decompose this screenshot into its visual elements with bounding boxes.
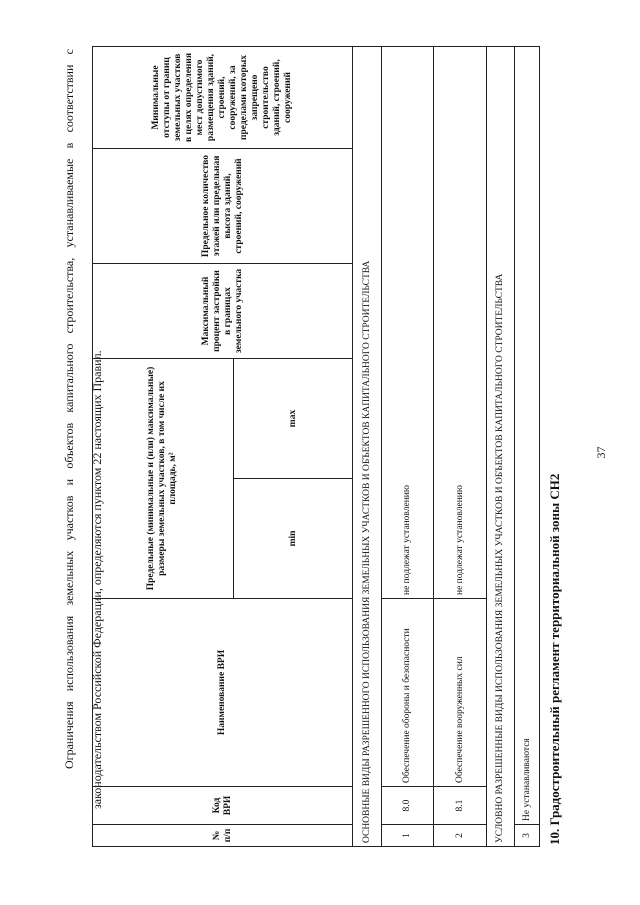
- header-num: № п/п: [93, 825, 353, 847]
- row-code: 8.0: [381, 787, 434, 825]
- row-num: 3: [515, 825, 540, 847]
- row-name: Обеспечение обороны и безопасности: [381, 599, 434, 787]
- row-num: 1: [381, 825, 434, 847]
- header-code: Код ВРИ: [93, 787, 353, 825]
- page-title: 10. Градостроительный регламент территориальной зоны СН2: [547, 473, 562, 845]
- row-value: не подлежат установлению: [381, 47, 434, 599]
- header-size: Предельные (минимальные и (или) максимальные) размеры земельных участков, в том числе их площадь, м²: [93, 359, 234, 599]
- regulation-table: [92, 46, 540, 847]
- page-number: 37: [594, 446, 608, 459]
- header-min: min: [233, 479, 353, 599]
- header-setback: Минимальные отступы от границ земельных участков в целях определения мест допустимого размещения зданий, строений, сооружений, за пределами которых запрещено строительство зданий, строений, сооружений: [93, 47, 353, 149]
- table-row: [434, 47, 487, 847]
- table-row: [381, 47, 434, 847]
- table-row: [515, 47, 540, 847]
- row-code: 8.1: [434, 787, 487, 825]
- header-name: Наименование ВРИ: [93, 599, 353, 787]
- section-main: ОСНОВНЫЕ ВИДЫ РАЗРЕШЕННОГО ИСПОЛЬЗОВАНИЯ ЗЕМЕЛЬНЫХ УЧАСТКОВ И ОБЪЕКТОВ КАПИТАЛЬНОГО СТРОИТЕЛЬСТВА: [353, 47, 381, 847]
- footer-text: Ограничения использования земельных участков и объектов капитального строительства, устанавливаемые в соответствии с законодательством Российской Федерации, определяются пунктом 22 настоящих Правил.: [62, 49, 104, 809]
- footer-note: [55, 49, 111, 809]
- header-max: max: [233, 359, 353, 479]
- row-value: не подлежат установлению: [434, 47, 487, 599]
- row-text: Не устанавливаются: [515, 47, 540, 825]
- section-conditional: УСЛОВНО РАЗРЕШЕННЫЕ ВИДЫ ИСПОЛЬЗОВАНИЯ ЗЕМЕЛЬНЫХ УЧАСТКОВ И ОБЪЕКТОВ КАПИТАЛЬНОГО СТРОИТЕЛЬСТВА: [487, 47, 515, 847]
- header-percent: Максимальный процент застройки в границах земельного участка: [93, 264, 353, 359]
- header-floors: Предельное количество этажей или предельная высота зданий, строений, сооружений: [93, 149, 353, 264]
- row-name: Обеспечение вооруженных сил: [434, 599, 487, 787]
- row-num: 2: [434, 825, 487, 847]
